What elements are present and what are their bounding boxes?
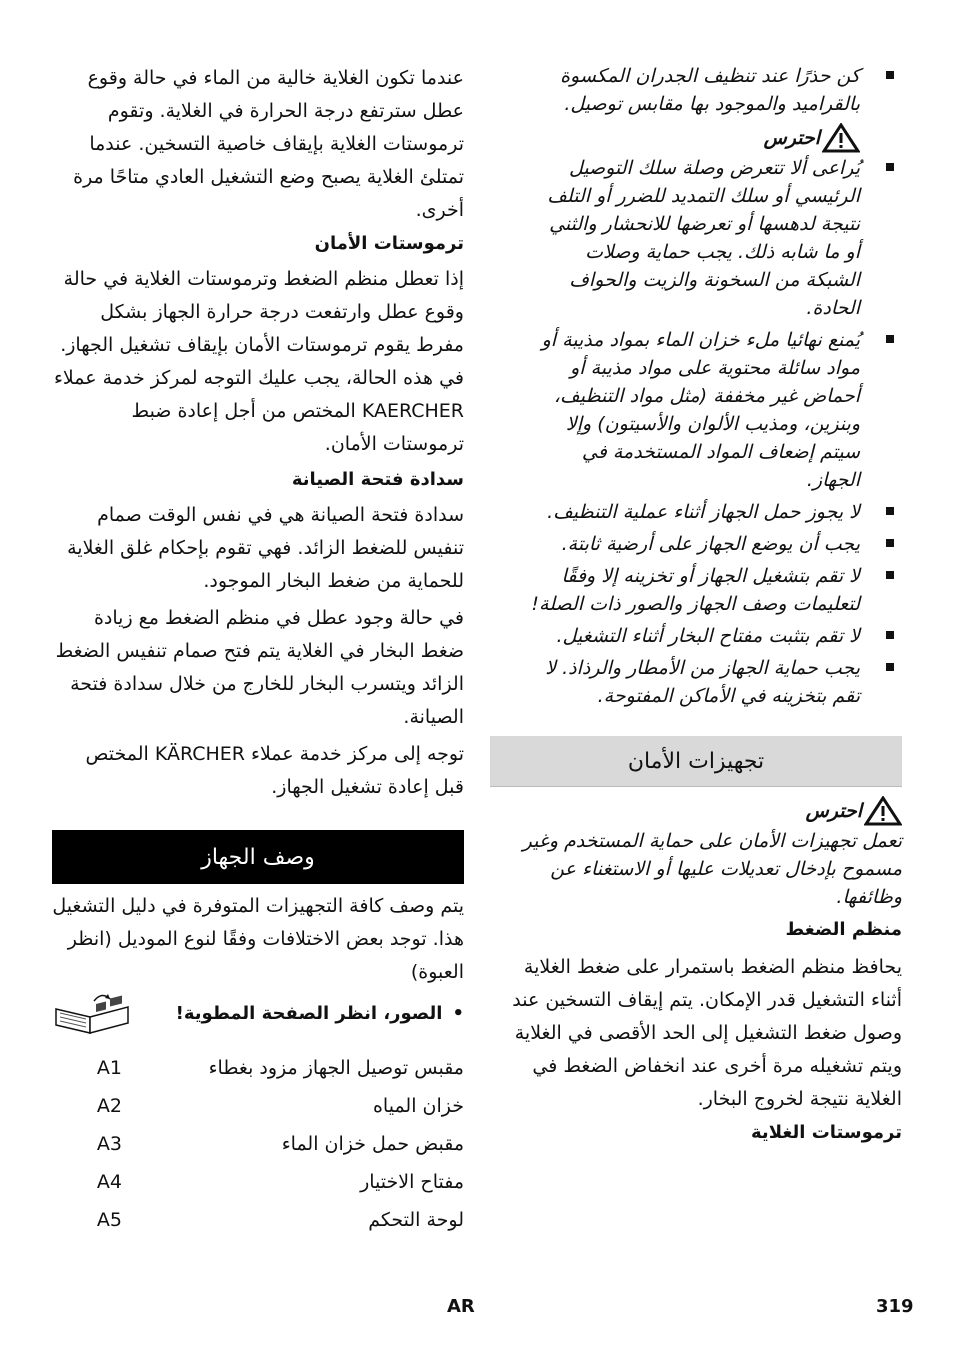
- right-column: [490, 62, 902, 1150]
- left-column: [52, 62, 464, 1239]
- safety-thermostat-para: إذا تعطل منظم الضغط وترموستات الغلاية في حالة وقوع عطل وارتفعت درجة حرارة الجهاز بشكل مفرط يقوم ترموستات الأمان بإيقاف تشغيل الجهاز. في هذه الحالة، يجب عليك التوجه لمركز خدمة عملاء: [53, 268, 464, 389]
- warning-label: احترس: [805, 800, 862, 822]
- part-label: مقبض حمل خزان الماء: [281, 1133, 464, 1155]
- warning-triangle-icon: [822, 123, 860, 153]
- warning-bullet-list: [490, 154, 902, 710]
- safety-devices-heading: تجهيزات الأمان: [490, 736, 902, 787]
- list-item: لا يجوز حمل الجهاز أثناء عملية التنظيف.: [530, 498, 902, 526]
- list-item: يجب حماية الجهاز من الأمطار والرذاذ. لا تقم بتخزينه في الأماكن المفتوحة.: [530, 654, 902, 710]
- list-item: [52, 1087, 464, 1125]
- device-description-para: يتم وصف كافة التجهيزات المتوفرة في دليل التشغيل هذا. توجد بعض الاختلافات وفقًا لنوع الموديل (انظر العبوة): [52, 895, 464, 983]
- list-item: يُمنع نهائيا ملء خزان الماء بمواد مذيبة أو مواد سائلة محتوية على مواد مذيبة أو أحماض غير مخففة (مثل مواد التنظيف، وبنزين، ومذيب الألوان والأسيتون) وإلا سيتم إضعاف المواد المستخدمة في الجهاز.: [530, 326, 902, 494]
- safety-thermostat-para-2: KAERCHER المختص من أجل إعادة ضبط ترموستات الأمان.: [131, 400, 464, 455]
- top-bullet-list: [490, 62, 902, 118]
- part-code: A2: [96, 1095, 122, 1117]
- part-code: A1: [96, 1057, 122, 1079]
- boiler-thermostat-heading: ترموستات الغلاية: [751, 1122, 902, 1143]
- pictures-note: [52, 991, 464, 1035]
- pressure-regulator-para: يحافظ منظم الضغط باستمرار على ضغط الغلاية أثناء التشغيل قدر الإمكان. يتم إيقاف التسخين عند وصول ضغط التشغيل إلى الحد الأقصى في الغلاية ويتم تشغيله مرة أخرى عند انخفاض الضغط في الغلاية نتيجة لخروج البخار.: [512, 956, 902, 1110]
- boiler-empty-para: عندما تكون الغلاية خالية من الماء في حالة وقوع عطل سترتفع درجة الحرارة في الغلاية. وتقوم ترموستات الغلاية بإيقاف خاصية التسخين. عندما تمتلئ الغلاية يصبح وضع التشغيل العادي متاحًا مرة أخرى.: [73, 67, 464, 221]
- list-item: لا تقم بتثبت مفتاح البخار أثناء التشغيل.: [530, 622, 902, 650]
- list-item: لا تقم بتشغيل الجهاز أو تخزينه إلا وفقًا لتعليمات وصف الجهاز والصور ذات الصلة!: [530, 562, 902, 618]
- maintenance-cap-para-2: في حالة وجود عطل في منظم الضغط مع زيادة ضغط البخار في الغلاية يتم فتح صمام تنفيس الضغط الزائد ويتسرب البخار للخارج من خلال سدادة فتحة الصيانة.: [55, 607, 464, 728]
- list-item: يجب أن يوضع الجهاز على أرضية ثابتة.: [530, 530, 902, 558]
- warning-notice: [530, 122, 860, 154]
- part-code: A3: [96, 1133, 122, 1155]
- page-number: 319: [876, 1296, 914, 1317]
- part-label: مفتاح الاختيار: [360, 1171, 464, 1193]
- safety-thermostat-heading: ترموستات الأمان: [314, 233, 464, 254]
- part-label: مقبس توصيل الجهاز مزود بغطاء: [208, 1057, 464, 1079]
- pictures-note-text: الصور، انظر الصفحة المطوية!: [175, 1002, 443, 1024]
- parts-list: [52, 1049, 464, 1239]
- part-label: خزان المياه: [372, 1095, 464, 1117]
- pressure-regulator-heading: منظم الضغط: [785, 919, 902, 940]
- device-description-heading: وصف الجهاز: [52, 830, 464, 884]
- maintenance-cap-para-3: توجه إلى مركز خدمة عملاء KÄRCHER المختص قبل إعادة تشغيل الجهاز.: [85, 743, 464, 798]
- language-code: AR: [447, 1296, 475, 1317]
- part-label: لوحة التحكم: [368, 1209, 464, 1231]
- safety-warning-text: تعمل تجهيزات الأمان على حماية المستخدم وغير مسموح بإدخال تعديلات عليها أو الاستغناء عن وظائفها.: [522, 830, 902, 908]
- warning-triangle-icon: [864, 796, 902, 826]
- list-item: [52, 1125, 464, 1163]
- list-item: [52, 1049, 464, 1087]
- list-item: كن حذرًا عند تنظيف الجدران المكسوة بالقراميد والموجود بها مقابس توصيل.: [530, 62, 902, 118]
- list-item: [52, 1201, 464, 1239]
- maintenance-cap-para-1: سدادة فتحة الصيانة هي في نفس الوقت صمام تنفيس للضغط الزائد. فهي تقوم بإحكام غلق الغلاية للحماية من ضغط البخار الموجود.: [67, 504, 464, 592]
- list-item: يُراعى ألا تتعرض وصلة سلك التوصيل الرئيسي أو سلك التمديد للضرر أو التلف نتيجة لدهسها أو تعرضها للانحشار والثني أو ما شابه ذلك. يجب حماية وصلات الشبكة من السخونة والزيت والحواف الحادة.: [530, 154, 902, 322]
- bullet-dot: •: [452, 1002, 464, 1024]
- list-item: [52, 1163, 464, 1201]
- part-code: A5: [96, 1209, 122, 1231]
- maintenance-cap-heading: سدادة فتحة الصيانة: [291, 469, 464, 490]
- warning-label: احترس: [763, 127, 820, 149]
- part-code: A4: [96, 1171, 122, 1193]
- folded-book-icon: [52, 991, 132, 1035]
- warning-notice: [494, 795, 902, 827]
